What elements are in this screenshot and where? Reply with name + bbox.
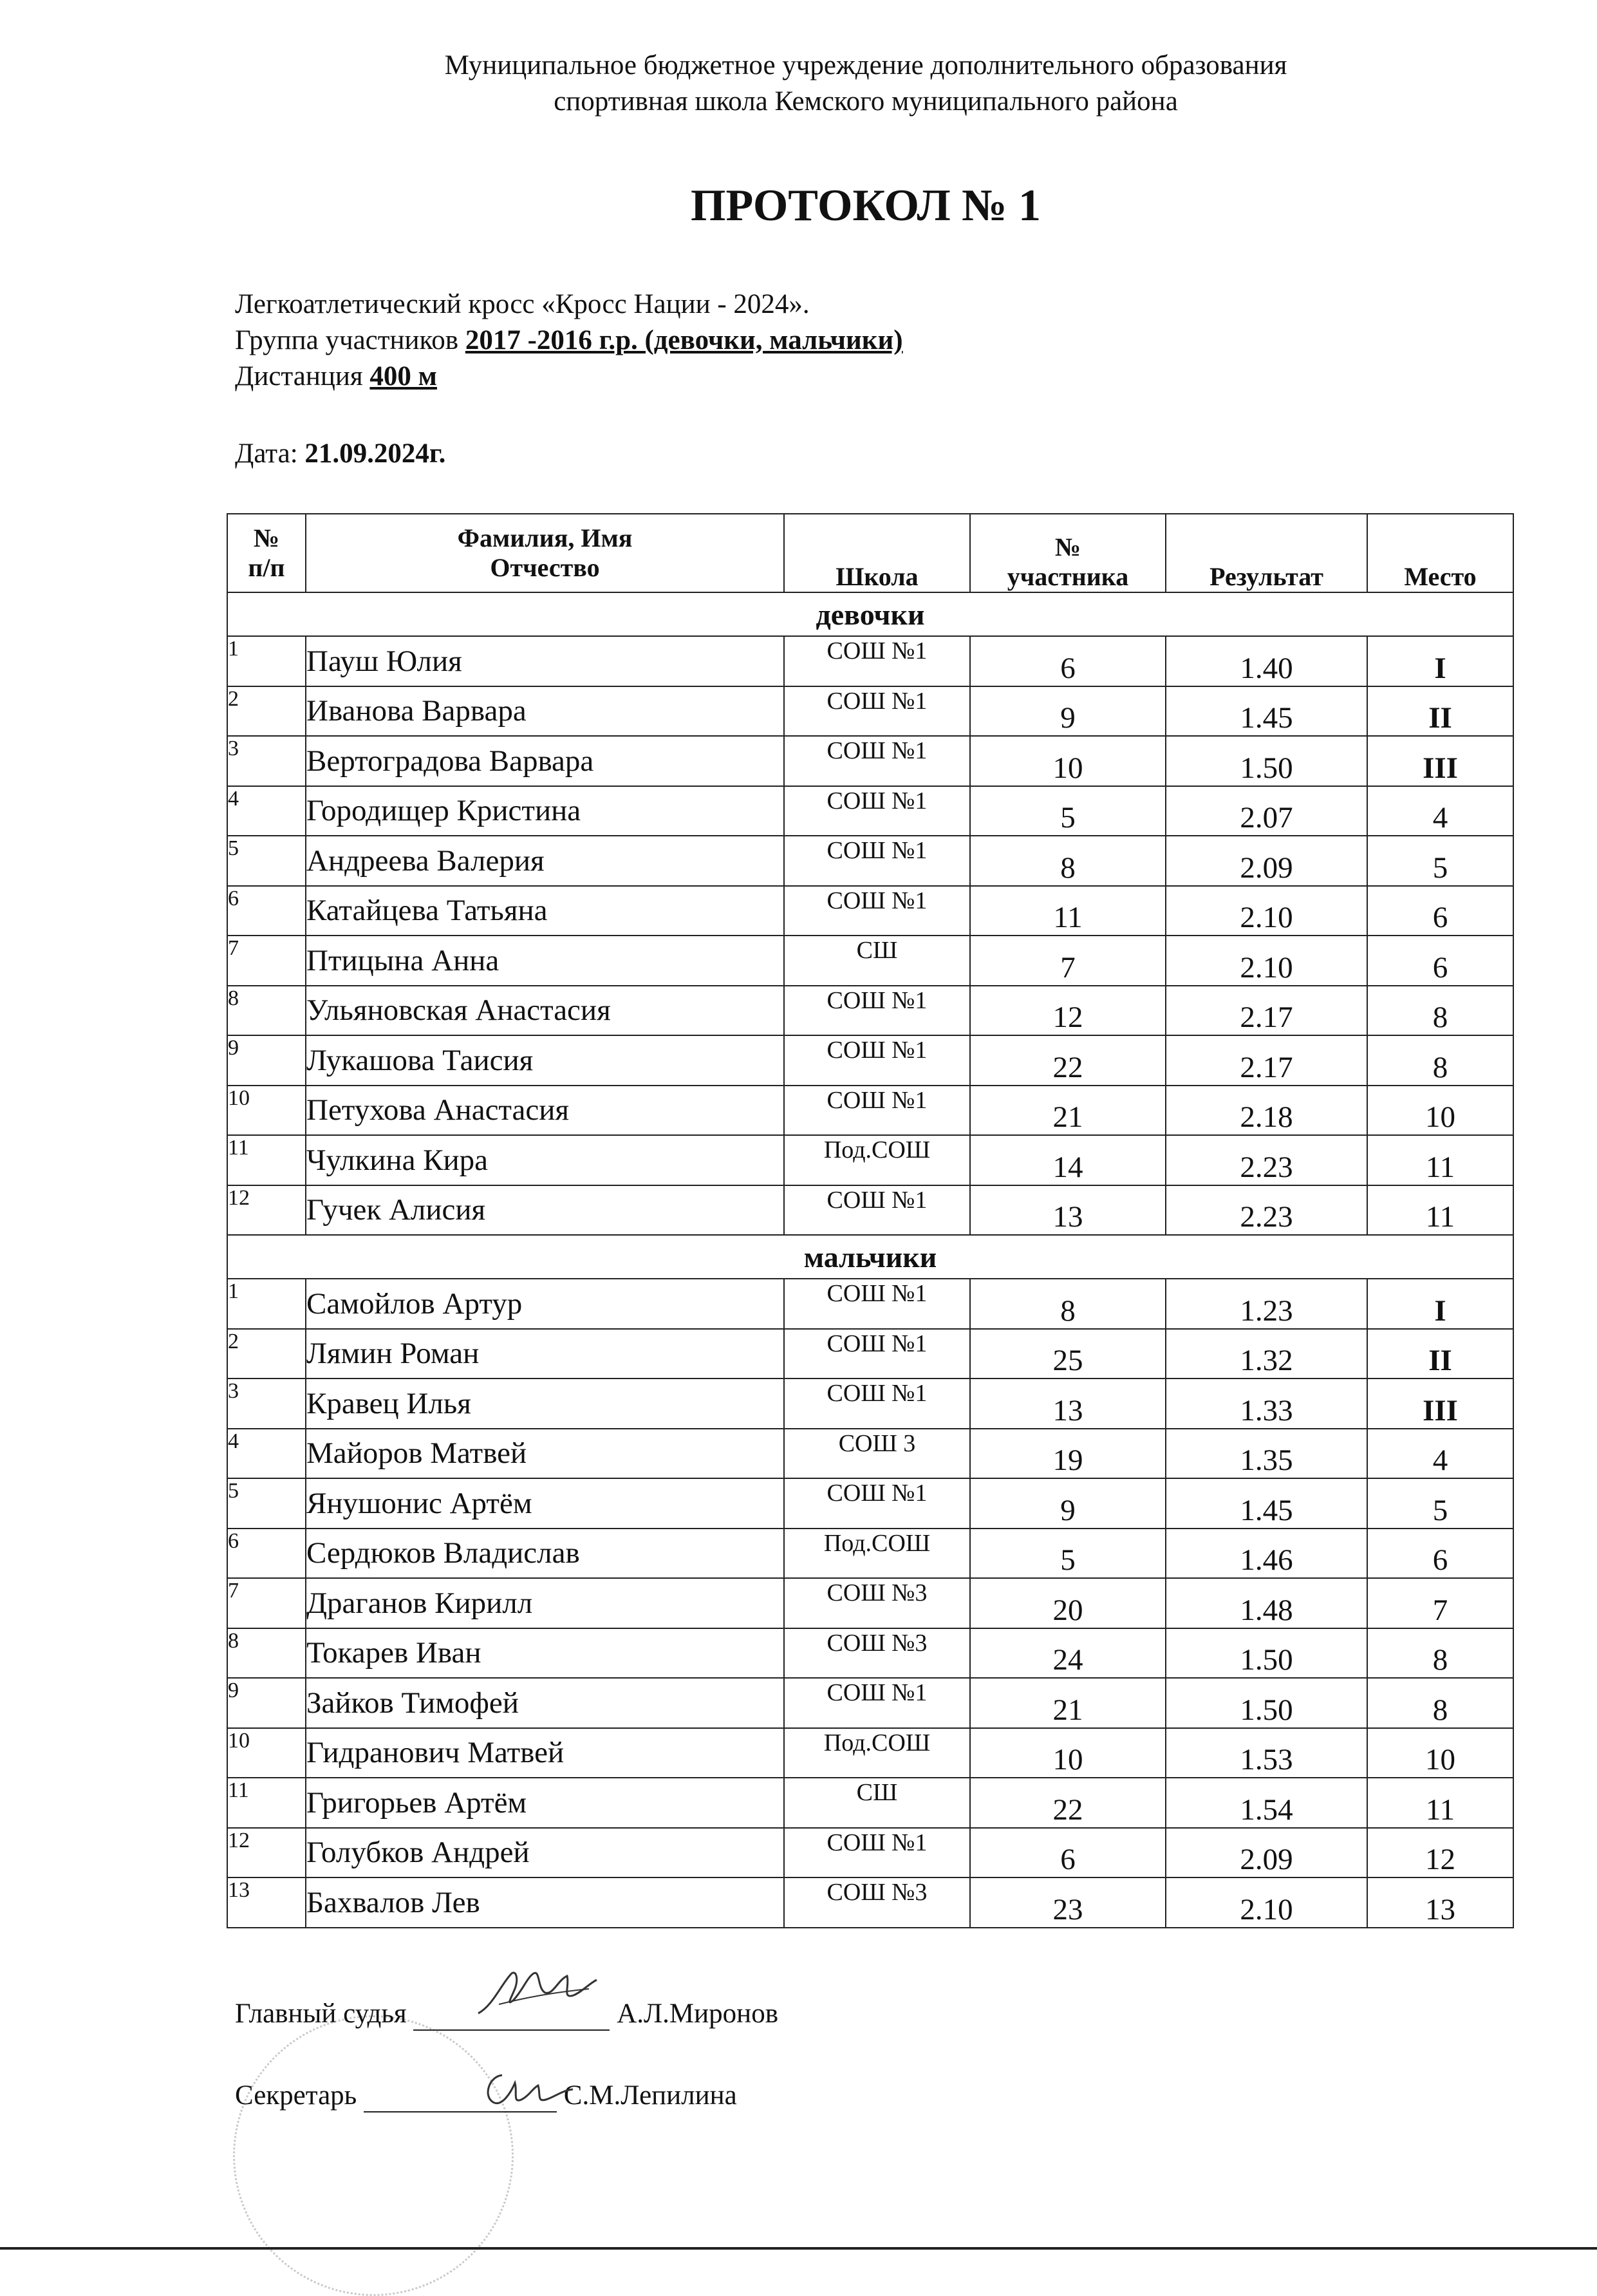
result-cell: 2.23 xyxy=(1166,1135,1367,1185)
school-cell: СОШ №3 xyxy=(784,1578,970,1628)
place-cell: 10 xyxy=(1367,1086,1513,1136)
result-cell: 2.10 xyxy=(1166,936,1367,986)
place-cell: II xyxy=(1367,1329,1513,1379)
table-row xyxy=(227,836,1513,886)
result-cell: 1.54 xyxy=(1166,1778,1367,1828)
school-cell: СОШ №1 xyxy=(784,1086,970,1136)
table-row xyxy=(227,1379,1513,1429)
table-row xyxy=(227,1678,1513,1728)
table-row xyxy=(227,1778,1513,1828)
school-cell: СОШ №3 xyxy=(784,1877,970,1928)
row-number-cell: 6 xyxy=(227,886,306,936)
participant-number-cell: 23 xyxy=(970,1877,1166,1928)
group-line xyxy=(235,323,903,359)
school-cell: СОШ №1 xyxy=(784,836,970,886)
participant-number-cell: 25 xyxy=(970,1329,1166,1379)
athlete-name-cell: Самойлов Артур xyxy=(306,1279,784,1329)
participant-number-cell: 6 xyxy=(970,1828,1166,1878)
athlete-name-cell: Бахвалов Лев xyxy=(306,1877,784,1928)
row-number-cell: 9 xyxy=(227,1035,306,1086)
athlete-name-cell: Сердюков Владислав xyxy=(306,1529,784,1579)
row-number-cell: 13 xyxy=(227,1877,306,1928)
table-row xyxy=(227,936,1513,986)
date-line xyxy=(235,438,445,469)
table-row xyxy=(227,736,1513,786)
date-value: 21.09.2024г. xyxy=(304,438,446,469)
athlete-name-cell: Кравец Илья xyxy=(306,1379,784,1429)
distance-line xyxy=(235,359,903,395)
table-row xyxy=(227,1728,1513,1778)
event-name: Легкоатлетический кросс «Кросс Нации - 2024». xyxy=(235,289,810,319)
org-line-2: спортивная школа Кемского муниципального района xyxy=(554,86,1178,117)
athlete-name-cell: Катайцева Татьяна xyxy=(306,886,784,936)
participant-number-cell: 9 xyxy=(970,686,1166,737)
section-header-row xyxy=(227,1235,1513,1279)
header-school: Школа xyxy=(784,514,970,592)
result-cell: 1.45 xyxy=(1166,686,1367,737)
row-number-cell: 3 xyxy=(227,736,306,786)
results-table xyxy=(227,513,1514,1928)
organization-header xyxy=(0,48,1597,120)
athlete-name-cell: Гучек Алисия xyxy=(306,1185,784,1236)
group-value: 2017 -2016 г.р. (девочки, мальчики) xyxy=(465,325,903,355)
table-row xyxy=(227,886,1513,936)
athlete-name-cell: Вертоградова Варвара xyxy=(306,736,784,786)
date-label: Дата: xyxy=(235,438,298,469)
event-info xyxy=(235,287,903,395)
school-cell: СОШ №1 xyxy=(784,1279,970,1329)
athlete-name-cell: Пауш Юлия xyxy=(306,636,784,686)
athlete-name-cell: Иванова Варвара xyxy=(306,686,784,737)
result-cell: 1.53 xyxy=(1166,1728,1367,1778)
table-row xyxy=(227,1086,1513,1136)
athlete-name-cell: Андреева Валерия xyxy=(306,836,784,886)
result-cell: 1.23 xyxy=(1166,1279,1367,1329)
participant-number-cell: 11 xyxy=(970,886,1166,936)
participant-number-cell: 8 xyxy=(970,1279,1166,1329)
group-label: Группа участников xyxy=(235,325,459,355)
athlete-name-cell: Ульяновская Анастасия xyxy=(306,986,784,1036)
table-row xyxy=(227,1429,1513,1479)
place-cell: III xyxy=(1367,1379,1513,1429)
place-cell: 10 xyxy=(1367,1728,1513,1778)
participant-number-cell: 5 xyxy=(970,786,1166,836)
school-cell: Под.СОШ xyxy=(784,1135,970,1185)
judge-signature-icon xyxy=(473,1961,602,2022)
school-cell: СОШ №1 xyxy=(784,636,970,686)
table-row xyxy=(227,786,1513,836)
school-cell: СОШ №1 xyxy=(784,1185,970,1236)
place-cell: 8 xyxy=(1367,986,1513,1036)
row-number-cell: 11 xyxy=(227,1778,306,1828)
table-row xyxy=(227,1628,1513,1679)
header-result: Результат xyxy=(1166,514,1367,592)
row-number-cell: 8 xyxy=(227,986,306,1036)
participant-number-cell: 10 xyxy=(970,1728,1166,1778)
school-cell: СОШ 3 xyxy=(784,1429,970,1479)
judge-label: Главный судья xyxy=(235,1999,407,2029)
row-number-cell: 10 xyxy=(227,1728,306,1778)
athlete-name-cell: Янушонис Артём xyxy=(306,1478,784,1529)
result-cell: 2.18 xyxy=(1166,1086,1367,1136)
place-cell: 6 xyxy=(1367,886,1513,936)
table-row xyxy=(227,1279,1513,1329)
result-cell: 1.50 xyxy=(1166,1628,1367,1679)
table-row xyxy=(227,1828,1513,1878)
participant-number-cell: 9 xyxy=(970,1478,1166,1529)
place-cell: 7 xyxy=(1367,1578,1513,1628)
school-cell: СОШ №1 xyxy=(784,986,970,1036)
row-number-cell: 1 xyxy=(227,1279,306,1329)
place-cell: III xyxy=(1367,736,1513,786)
place-cell: 12 xyxy=(1367,1828,1513,1878)
school-cell: СОШ №1 xyxy=(784,1379,970,1429)
school-cell: СОШ №1 xyxy=(784,886,970,936)
participant-number-cell: 8 xyxy=(970,836,1166,886)
school-cell: Под.СОШ xyxy=(784,1529,970,1579)
secretary-signature-icon xyxy=(470,2064,579,2115)
school-cell: СОШ №1 xyxy=(784,686,970,737)
athlete-name-cell: Майоров Матвей xyxy=(306,1429,784,1479)
result-cell: 1.45 xyxy=(1166,1478,1367,1529)
section-header-row xyxy=(227,592,1513,636)
place-cell: 11 xyxy=(1367,1778,1513,1828)
row-number-cell: 3 xyxy=(227,1379,306,1429)
result-cell: 2.09 xyxy=(1166,836,1367,886)
place-cell: 6 xyxy=(1367,936,1513,986)
school-cell: СОШ №1 xyxy=(784,1678,970,1728)
table-row xyxy=(227,636,1513,686)
header-participant-number: № участника xyxy=(970,514,1166,592)
place-cell: 11 xyxy=(1367,1185,1513,1236)
school-cell: СОШ №1 xyxy=(784,1478,970,1529)
row-number-cell: 2 xyxy=(227,686,306,737)
participant-number-cell: 7 xyxy=(970,936,1166,986)
participant-number-cell: 22 xyxy=(970,1035,1166,1086)
row-number-cell: 12 xyxy=(227,1828,306,1878)
place-cell: 5 xyxy=(1367,836,1513,886)
table-row xyxy=(227,986,1513,1036)
place-cell: I xyxy=(1367,636,1513,686)
row-number-cell: 11 xyxy=(227,1135,306,1185)
athlete-name-cell: Городищер Кристина xyxy=(306,786,784,836)
row-number-cell: 10 xyxy=(227,1086,306,1136)
athlete-name-cell: Лукашова Таисия xyxy=(306,1035,784,1086)
participant-number-cell: 22 xyxy=(970,1778,1166,1828)
school-cell: СШ xyxy=(784,936,970,986)
row-number-cell: 1 xyxy=(227,636,306,686)
participant-number-cell: 5 xyxy=(970,1529,1166,1579)
row-number-cell: 7 xyxy=(227,1578,306,1628)
participant-number-cell: 21 xyxy=(970,1086,1166,1136)
participant-number-cell: 6 xyxy=(970,636,1166,686)
table-row xyxy=(227,1329,1513,1379)
result-cell: 2.17 xyxy=(1166,1035,1367,1086)
place-cell: I xyxy=(1367,1279,1513,1329)
place-cell: 13 xyxy=(1367,1877,1513,1928)
table-header-row xyxy=(227,514,1513,592)
section-title: мальчики xyxy=(227,1235,1513,1279)
row-number-cell: 4 xyxy=(227,1429,306,1479)
secretary-name: С.М.Лепилина xyxy=(563,2080,737,2111)
result-cell: 1.50 xyxy=(1166,736,1367,786)
result-cell: 1.40 xyxy=(1166,636,1367,686)
table-row xyxy=(227,1529,1513,1579)
place-cell: 4 xyxy=(1367,786,1513,836)
header-place: Место xyxy=(1367,514,1513,592)
participant-number-cell: 20 xyxy=(970,1578,1166,1628)
table-row xyxy=(227,1135,1513,1185)
row-number-cell: 6 xyxy=(227,1529,306,1579)
participant-number-cell: 12 xyxy=(970,986,1166,1036)
protocol-title: ПРОТОКОЛ № 1 xyxy=(691,181,1041,231)
school-cell: СОШ №1 xyxy=(784,1828,970,1878)
athlete-name-cell: Голубков Андрей xyxy=(306,1828,784,1878)
athlete-name-cell: Зайков Тимофей xyxy=(306,1678,784,1728)
distance-label: Дистанция xyxy=(235,361,363,391)
result-cell: 2.17 xyxy=(1166,986,1367,1036)
result-cell: 2.23 xyxy=(1166,1185,1367,1236)
org-line-1: Муниципальное бюджетное учреждение дополнительного образования xyxy=(444,50,1287,80)
row-number-cell: 12 xyxy=(227,1185,306,1236)
stamp-mark xyxy=(233,2015,514,2296)
athlete-name-cell: Птицына Анна xyxy=(306,936,784,986)
row-number-cell: 7 xyxy=(227,936,306,986)
participant-number-cell: 21 xyxy=(970,1678,1166,1728)
result-cell: 1.32 xyxy=(1166,1329,1367,1379)
header-full-name: Фамилия, Имя Отчество xyxy=(306,514,784,592)
row-number-cell: 2 xyxy=(227,1329,306,1379)
place-cell: II xyxy=(1367,686,1513,737)
table-row xyxy=(227,1035,1513,1086)
place-cell: 8 xyxy=(1367,1035,1513,1086)
participant-number-cell: 24 xyxy=(970,1628,1166,1679)
athlete-name-cell: Григорьев Артём xyxy=(306,1778,784,1828)
athlete-name-cell: Токарев Иван xyxy=(306,1628,784,1679)
place-cell: 11 xyxy=(1367,1135,1513,1185)
table-row xyxy=(227,1877,1513,1928)
participant-number-cell: 13 xyxy=(970,1379,1166,1429)
distance-value: 400 м xyxy=(369,361,437,391)
row-number-cell: 5 xyxy=(227,836,306,886)
participant-number-cell: 13 xyxy=(970,1185,1166,1236)
result-cell: 1.48 xyxy=(1166,1578,1367,1628)
place-cell: 4 xyxy=(1367,1429,1513,1479)
school-cell: Под.СОШ xyxy=(784,1728,970,1778)
result-cell: 1.50 xyxy=(1166,1678,1367,1728)
place-cell: 8 xyxy=(1367,1678,1513,1728)
school-cell: СШ xyxy=(784,1778,970,1828)
place-cell: 8 xyxy=(1367,1628,1513,1679)
result-cell: 2.10 xyxy=(1166,886,1367,936)
judge-name: А.Л.Миронов xyxy=(617,1999,778,2029)
result-cell: 1.46 xyxy=(1166,1529,1367,1579)
school-cell: СОШ №1 xyxy=(784,786,970,836)
result-cell: 2.10 xyxy=(1166,1877,1367,1928)
result-cell: 2.09 xyxy=(1166,1828,1367,1878)
participant-number-cell: 14 xyxy=(970,1135,1166,1185)
result-cell: 1.33 xyxy=(1166,1379,1367,1429)
row-number-cell: 5 xyxy=(227,1478,306,1529)
place-cell: 5 xyxy=(1367,1478,1513,1529)
athlete-name-cell: Гидранович Матвей xyxy=(306,1728,784,1778)
place-cell: 6 xyxy=(1367,1529,1513,1579)
table-row xyxy=(227,1578,1513,1628)
result-cell: 1.35 xyxy=(1166,1429,1367,1479)
row-number-cell: 8 xyxy=(227,1628,306,1679)
school-cell: СОШ №3 xyxy=(784,1628,970,1679)
section-title: девочки xyxy=(227,592,1513,636)
row-number-cell: 4 xyxy=(227,786,306,836)
page-bottom-edge xyxy=(0,2247,1597,2250)
table-row xyxy=(227,1478,1513,1529)
athlete-name-cell: Лямин Роман xyxy=(306,1329,784,1379)
secretary-label: Секретарь xyxy=(235,2080,357,2111)
participant-number-cell: 19 xyxy=(970,1429,1166,1479)
table-row xyxy=(227,686,1513,737)
table-row xyxy=(227,1185,1513,1236)
school-cell: СОШ №1 xyxy=(784,736,970,786)
athlete-name-cell: Чулкина Кира xyxy=(306,1135,784,1185)
school-cell: СОШ №1 xyxy=(784,1329,970,1379)
row-number-cell: 9 xyxy=(227,1678,306,1728)
athlete-name-cell: Петухова Анастасия xyxy=(306,1086,784,1136)
participant-number-cell: 10 xyxy=(970,736,1166,786)
table-body xyxy=(227,592,1513,1928)
athlete-name-cell: Драганов Кирилл xyxy=(306,1578,784,1628)
result-cell: 2.07 xyxy=(1166,786,1367,836)
school-cell: СОШ №1 xyxy=(784,1035,970,1086)
header-number: № п/п xyxy=(227,514,306,592)
